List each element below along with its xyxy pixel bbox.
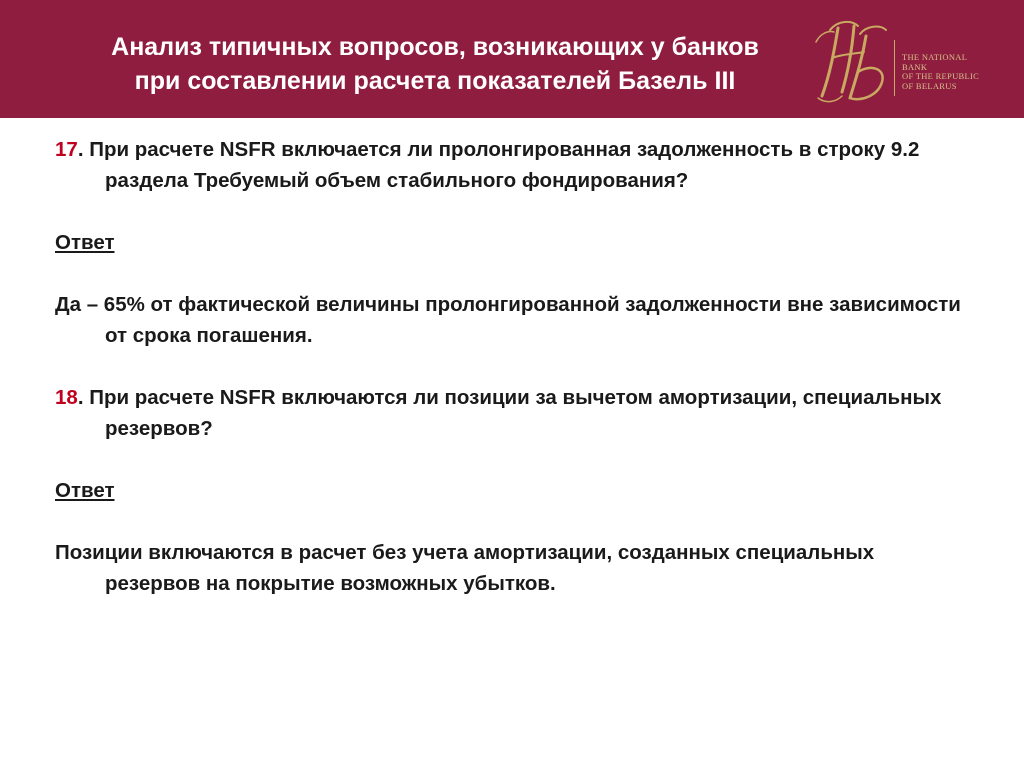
answer-label-18: Ответ bbox=[55, 479, 115, 502]
monogram-icon bbox=[808, 12, 892, 108]
page-title-line-2: при составлении расчета показателей Базель III bbox=[134, 67, 736, 95]
header-banner bbox=[0, 0, 1024, 118]
question-text: . При расчете NSFR включается ли пролонгированная задолженность в строку 9.2 раздела Требуемый объем стабильного фондирования? bbox=[77, 138, 920, 192]
answer-17: Да – 65% от фактической величины пролонгированной задолженности вне зависимости от срока погашения. bbox=[55, 293, 961, 347]
answer-18: Позиции включаются в расчет без учета амортизации, созданных специальных резервов на покрытие возможных убытков. bbox=[55, 541, 875, 595]
logo-caption bbox=[902, 53, 979, 91]
national-bank-logo bbox=[808, 12, 1008, 108]
answer-label-17: Ответ bbox=[55, 231, 115, 254]
logo-divider bbox=[894, 40, 895, 96]
logo-caption-line: BANK bbox=[902, 61, 928, 72]
page-title-line-1: Анализ типичных вопросов, возникающих у банков bbox=[111, 33, 759, 61]
logo-caption-line: OF THE REPUBLIC bbox=[902, 71, 980, 81]
question-number: 17 bbox=[55, 138, 78, 161]
question-17 bbox=[55, 134, 975, 196]
logo-caption-line: THE NATIONAL bbox=[902, 52, 968, 62]
slide-body bbox=[55, 134, 975, 599]
page-title bbox=[40, 30, 830, 98]
question-number: 18 bbox=[55, 386, 78, 409]
logo-caption-line: OF BELARUS bbox=[902, 80, 957, 91]
question-18 bbox=[55, 382, 975, 444]
question-text: . При расчете NSFR включаются ли позиции за вычетом амортизации, специальных резервов? bbox=[77, 386, 942, 440]
